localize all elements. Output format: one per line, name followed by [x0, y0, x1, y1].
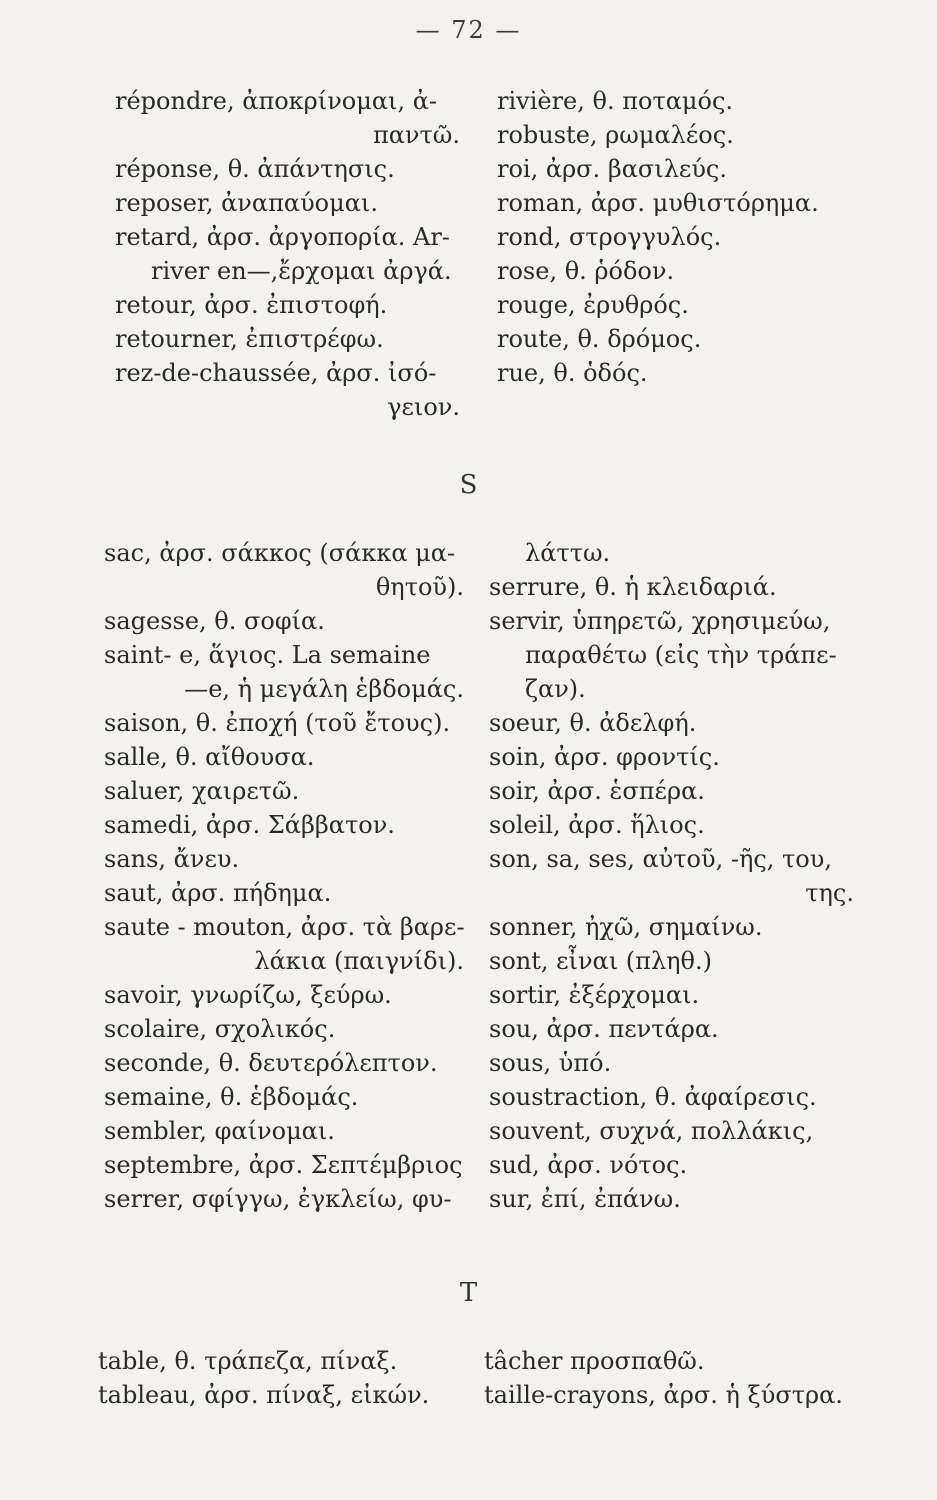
entry-line: réponse, θ. ἀπάντησις. [115, 155, 395, 183]
section-header-t: T [459, 1278, 478, 1308]
entry-line: salle, θ. αἴθουσα. [104, 743, 315, 771]
entry-line: servir, ὑπηρετῶ, χρησιμεύω, [489, 607, 831, 635]
entry-line: rue, θ. ὁδός. [497, 359, 648, 387]
t-entries-right-column [484, 1344, 864, 1412]
entry-line: sont, εἶναι (πληθ.) [489, 947, 712, 975]
entry-line: taille-crayons, ἀρσ. ἡ ξύστρα. [484, 1381, 843, 1409]
r-entries-left-column [115, 84, 460, 424]
entry-line: roman, ἀρσ. μυθιστόρημα. [497, 189, 819, 217]
entry-line: retourner, ἐπιστρέφω. [115, 325, 384, 353]
entry-line: saut, ἀρσ. πήδημα. [104, 879, 332, 907]
entry-line: saint- e, ἅγιος. La semaine [104, 641, 431, 669]
entry-line: roi, ἀρσ. βασιλεύς. [497, 155, 727, 183]
entry-line: sud, ἀρσ. νότος. [489, 1151, 688, 1179]
entry-line: tableau, ἀρσ. πίναξ, εἰκών. [98, 1381, 430, 1409]
entry-line: river en—,ἔρχομαι ἀργά. [151, 257, 452, 285]
entry-line: παραθέτω (εἰς τὴν τράπε- [525, 641, 837, 669]
entry-line: son, sa, ses, αὐτοῦ, -ῆς, του, [489, 845, 832, 873]
entry-line: —e, ἡ μεγάλη ἑβδομάς. [184, 675, 464, 703]
entry-line: sac, ἀρσ. σάκκος (σάκκα μα- [104, 539, 456, 567]
t-entries-left-column [98, 1344, 468, 1412]
entry-line: semaine, θ. ἑβδομάς. [104, 1083, 359, 1111]
entry-line: soeur, θ. ἀδελφή. [489, 709, 697, 737]
entry-line: soleil, ἀρσ. ἥλιος. [489, 811, 705, 839]
entry-line: sembler, φαίνομαι. [104, 1117, 335, 1145]
entry-line: sortir, ἐξέρχομαι. [489, 981, 700, 1009]
entry-line: souvent, συχνά, πολλάκις, [489, 1117, 814, 1145]
entry-line: rose, θ. ῥόδον. [497, 257, 675, 285]
entry-line: serrer, σφίγγω, ἐγκλείω, φυ- [104, 1185, 452, 1213]
entry-line: θητοῦ). [375, 573, 464, 601]
entry-line: reposer, ἀναπαύομαι. [115, 189, 378, 217]
entry-line: robuste, ρωμαλέος. [497, 121, 734, 149]
page-number: — 72 — [415, 16, 522, 44]
entry-line: seconde, θ. δευτερόλεπτον. [104, 1049, 438, 1077]
entry-line: route, θ. δρόμος. [497, 325, 702, 353]
entry-line: sonner, ἠχῶ, σημαίνω. [489, 913, 763, 941]
entry-line: soir, ἀρσ. ἑσπέρα. [489, 777, 705, 805]
entry-line: rivière, θ. ποταμός. [497, 87, 734, 115]
entry-line: samedi, ἀρσ. Σάββατον. [104, 811, 395, 839]
entry-line: ζαν). [525, 675, 586, 703]
entry-line: rouge, ἐρυθρός. [497, 291, 689, 319]
s-entries-left-column [104, 536, 464, 1216]
section-header-s: S [459, 470, 478, 500]
entry-line: septembre, ἀρσ. Σεπτέμβριος [104, 1151, 463, 1179]
entry-line: soin, ἀρσ. φροντίς. [489, 743, 720, 771]
entry-line: sagesse, θ. σοφία. [104, 607, 325, 635]
entry-line: saluer, χαιρετῶ. [104, 777, 300, 805]
entry-line: rond, στρογγυλός. [497, 223, 722, 251]
entry-line: saute - mouton, ἀρσ. τὰ βαρε- [104, 913, 465, 941]
entry-line: λάκια (παιγνίδι). [254, 947, 464, 975]
entry-line: scolaire, σχολικός. [104, 1015, 336, 1043]
entry-line: παντῶ. [372, 121, 460, 149]
entry-line: λάττω. [525, 539, 611, 567]
entry-line: soustraction, θ. ἀφαίρεσις. [489, 1083, 817, 1111]
entry-line: savoir, γνωρίζω, ξεύρω. [104, 981, 392, 1009]
entry-line: rez-de-chaussée, ἀρσ. ἰσό- [115, 359, 437, 387]
entry-line: sans, ἄνευ. [104, 845, 240, 873]
entry-line: sur, ἐπί, ἐπάνω. [489, 1185, 681, 1213]
entry-line: sous, ὑπό. [489, 1049, 612, 1077]
s-entries-right-column [489, 536, 854, 1216]
entry-line: tâcher προσπαθῶ. [484, 1347, 705, 1375]
r-entries-right-column [497, 84, 837, 390]
entry-line: retour, ἀρσ. ἐπιστοφή. [115, 291, 388, 319]
entry-line: γειον. [387, 393, 460, 421]
entry-line: retard, ἀρσ. ἀργοπορία. Ar- [115, 223, 450, 251]
entry-line: saison, θ. ἐποχή (τοῦ ἔτους). [104, 709, 451, 737]
entry-line: table, θ. τράπεζα, πίναξ. [98, 1347, 398, 1375]
entry-line: répondre, ἀποκρίνομαι, ἀ- [115, 87, 438, 115]
entry-line: της. [805, 879, 854, 907]
entry-line: serrure, θ. ἡ κλειδαριά. [489, 573, 777, 601]
entry-line: sou, ἀρσ. πεντάρα. [489, 1015, 719, 1043]
